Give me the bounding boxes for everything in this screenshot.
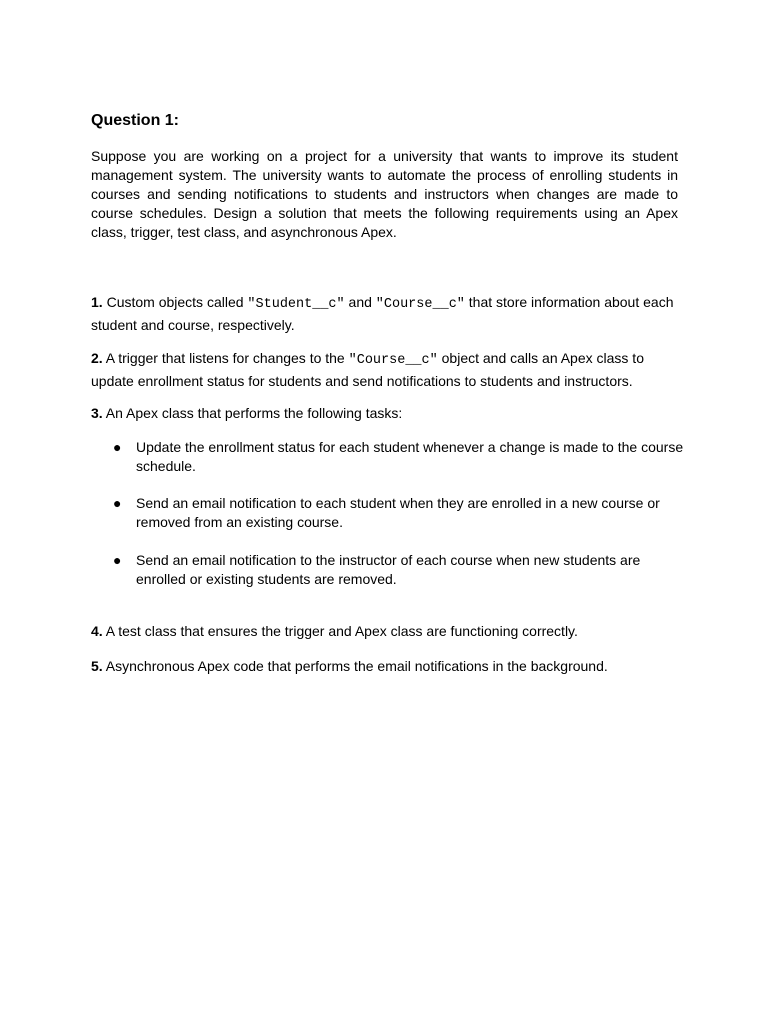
requirement-5-number: 5. — [91, 658, 103, 674]
requirement-5 — [91, 656, 678, 676]
student-object-code: "Student__c" — [247, 297, 345, 312]
bullet-icon: ● — [113, 552, 122, 568]
list-item-text: Send an email notification to each student when they are enrolled in a new course or removed from an existing course. — [136, 495, 660, 530]
course-object-code: "Course__c" — [375, 297, 465, 312]
requirement-5-text: Asynchronous Apex code that performs the email notifications in the background. — [102, 658, 608, 674]
bullet-icon: ● — [113, 439, 122, 455]
list-item-text: Update the enrollment status for each student whenever a change is made to the course schedule. — [136, 439, 684, 474]
requirement-4-number: 4. — [91, 623, 103, 639]
requirement-4 — [91, 621, 678, 641]
requirement-3 — [91, 403, 678, 423]
requirement-1 — [91, 292, 678, 335]
question-intro: Suppose you are working on a project for a university that wants to improve its student management system. The university wants to automate the process of enrolling students in courses and sending notifications to students and instructors when changes are made to course schedules. Design a solution that meets the following requirements using an Apex class, trigger, test class, and asynchronous Apex. — [91, 148, 678, 240]
bullet-icon: ● — [113, 495, 122, 511]
requirement-1-number: 1. — [91, 294, 103, 310]
requirement-2-number: 2. — [91, 350, 103, 366]
requirement-1-text-c: that store information about each student and course, respectively. — [91, 294, 674, 333]
requirement-2 — [91, 348, 678, 391]
requirement-4-text: A test class that ensures the trigger and Apex class are functioning correctly. — [102, 623, 578, 639]
requirement-2-text-b: object and calls an Apex class to update enrollment status for students and send notifications to students and instructors. — [91, 350, 644, 389]
requirement-3-number: 3. — [91, 405, 103, 421]
course-object-code: "Course__c" — [348, 353, 438, 368]
list-item-text: Send an email notification to the instructor of each course when new students are enrolled or existing students are removed. — [136, 552, 641, 587]
requirement-3-text: An Apex class that performs the following tasks: — [102, 405, 403, 421]
question-title: Question 1: — [91, 112, 180, 129]
requirement-1-text-b: and — [344, 294, 376, 310]
requirement-2-text-a: A trigger that listens for changes to the — [102, 350, 349, 366]
requirement-1-text-a: Custom objects called — [102, 294, 248, 310]
